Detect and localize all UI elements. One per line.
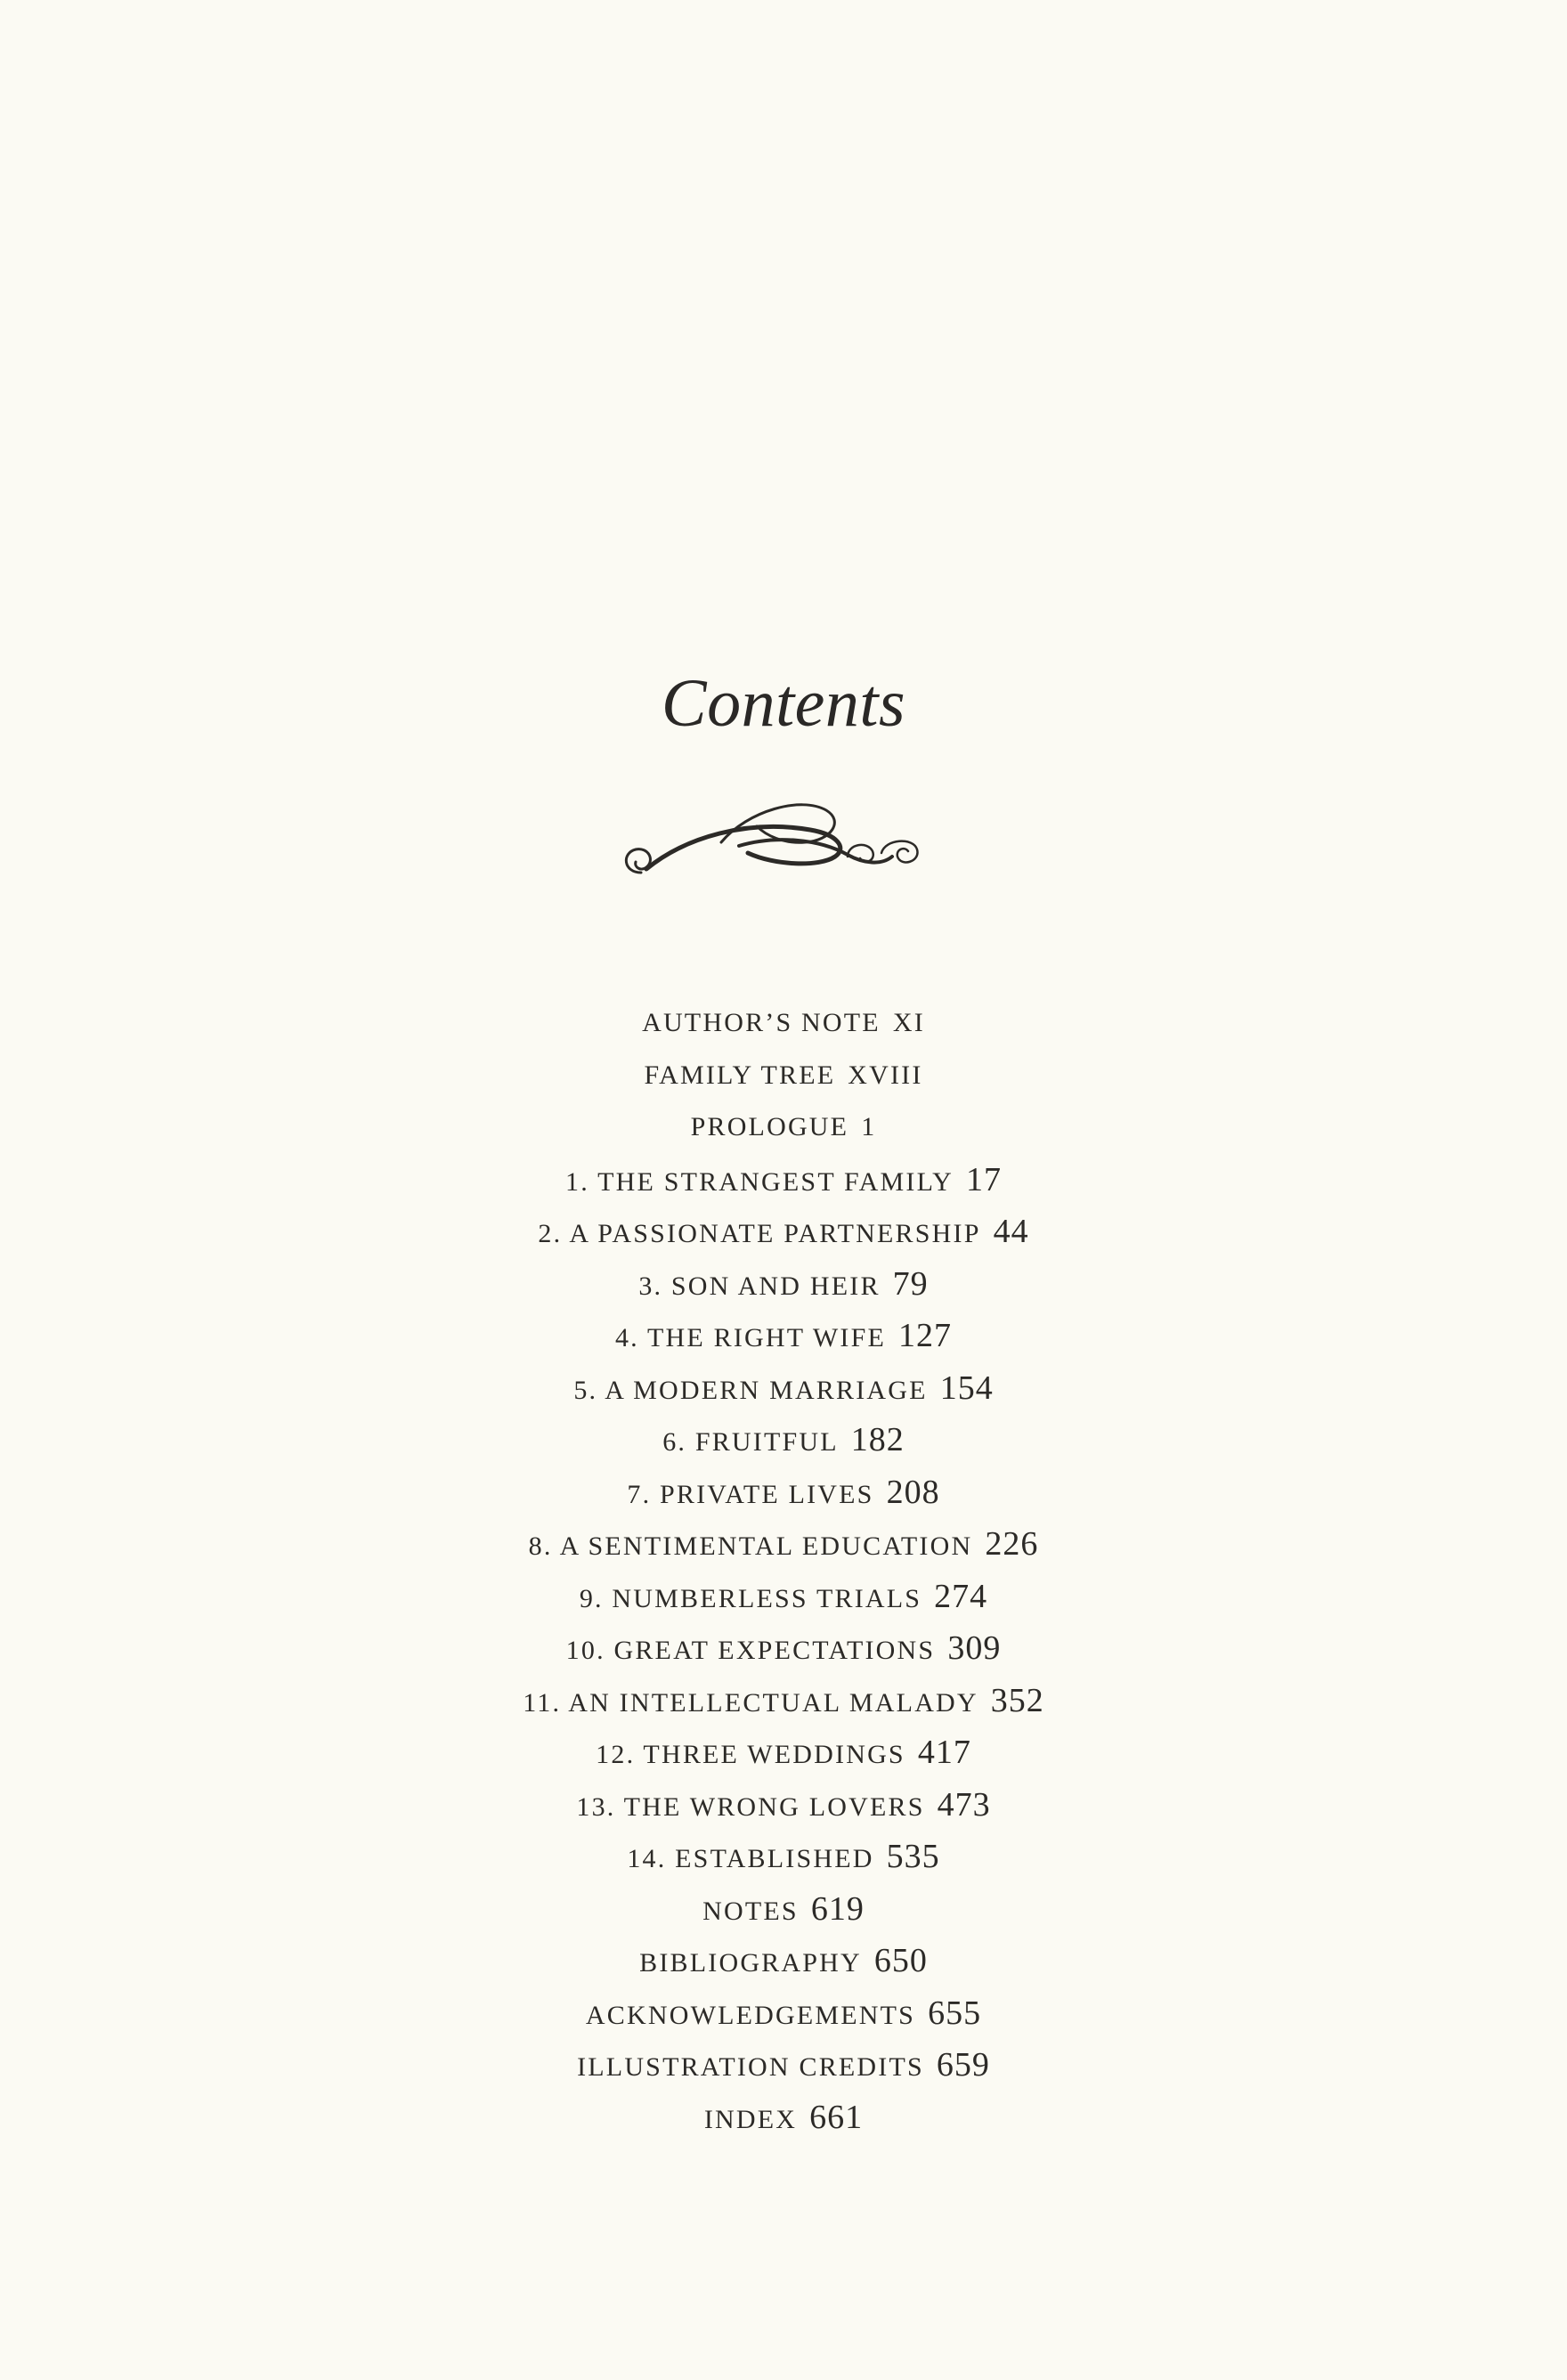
toc-entry-title: ILLUSTRATION CREDITS — [577, 2052, 924, 2082]
toc-entry-title: 14. ESTABLISHED — [627, 1844, 874, 1873]
toc-entry-acknowledgements — [0, 1987, 1567, 2040]
toc-entry-page: XI — [892, 1008, 925, 1037]
toc-entry-chapter-11 — [0, 1675, 1567, 1727]
toc-entry-title: 12. THREE WEDDINGS — [596, 1740, 905, 1769]
toc-entry-chapter-3 — [0, 1258, 1567, 1311]
toc-entry-family-tree — [0, 1050, 1567, 1102]
toc-entry-chapter-13 — [0, 1779, 1567, 1832]
toc-entry-title: 4. THE RIGHT WIFE — [614, 1323, 887, 1352]
toc-entry-page: 473 — [937, 1785, 991, 1824]
toc-entry-page: 659 — [936, 2046, 990, 2084]
toc-entry-chapter-8 — [0, 1518, 1567, 1571]
toc-entry-title: 8. A SENTIMENTAL EDUCATION — [528, 1531, 973, 1561]
toc-entry-chapter-4 — [0, 1310, 1567, 1362]
toc-entry-title: 2. A PASSIONATE PARTNERSHIP — [538, 1219, 981, 1248]
toc-entry-title: 13. THE WRONG LOVERS — [576, 1791, 925, 1822]
toc-entry-title: 1. THE STRANGEST FAMILY — [565, 1166, 954, 1197]
toc-entry-illustration-credits — [0, 2039, 1567, 2092]
toc-entry-page: 309 — [947, 1629, 1002, 1667]
toc-entry-title: 7. PRIVATE LIVES — [627, 1479, 874, 1509]
toc-entry-chapter-2 — [0, 1206, 1567, 1258]
toc-entry-chapter-1 — [0, 1154, 1567, 1206]
toc-entry-title: 9. NUMBERLESS TRIALS — [579, 1583, 922, 1613]
toc-entry-page: 1 — [861, 1112, 877, 1141]
toc-entry-page: 182 — [850, 1421, 905, 1458]
toc-entry-page: 154 — [939, 1369, 994, 1407]
toc-entry-page: 79 — [892, 1264, 929, 1303]
toc-entry-page: 208 — [886, 1473, 940, 1511]
toc-entry-page: 661 — [809, 2098, 864, 2136]
toc-entry-chapter-6 — [0, 1414, 1567, 1466]
toc-entry-index — [0, 2092, 1567, 2144]
toc-entry-title: NOTES — [702, 1896, 799, 1926]
toc-entry-page: 226 — [985, 1525, 1039, 1563]
toc-entry-title: 3. SON AND HEIR — [638, 1271, 881, 1301]
toc-entry-authors-note — [0, 997, 1567, 1050]
toc-entry-title: 5. A MODERN MARRIAGE — [573, 1375, 928, 1405]
toc-entry-page: 352 — [990, 1681, 1044, 1719]
toc-entry-title: ACKNOWLEDGEMENTS — [585, 2000, 916, 2030]
toc-entry-notes — [0, 1883, 1567, 1936]
toc-entry-page: 535 — [886, 1838, 940, 1875]
toc-entry-chapter-14 — [0, 1831, 1567, 1883]
toc-entry-page: 17 — [965, 1160, 1002, 1198]
toc-entry-prologue — [0, 1101, 1567, 1154]
toc-entry-title: 10. GREAT EXPECTATIONS — [565, 1636, 936, 1665]
toc-entry-title: BIBLIOGRAPHY — [639, 1948, 862, 1978]
toc-entry-title: FAMILY TREE — [644, 1060, 836, 1090]
toc-entry-chapter-10 — [0, 1622, 1567, 1675]
toc-entry-chapter-5 — [0, 1362, 1567, 1415]
toc-entry-chapter-9 — [0, 1571, 1567, 1623]
toc-entry-chapter-12 — [0, 1726, 1567, 1779]
toc-entry-page: 650 — [873, 1942, 928, 1979]
toc-entry-title: INDEX — [703, 2104, 798, 2134]
toc-entry-page: 417 — [917, 1734, 971, 1771]
toc-entry-page: 619 — [810, 1889, 865, 1928]
toc-entry-page: 127 — [898, 1317, 953, 1354]
toc-entry-title: 6. FRUITFUL — [662, 1427, 839, 1457]
table-of-contents — [0, 997, 1567, 2143]
toc-entry-page: 655 — [928, 1994, 982, 2032]
toc-entry-bibliography — [0, 1935, 1567, 1987]
toc-entry-page: XVIII — [848, 1060, 923, 1090]
flourish-ornament-icon — [614, 784, 944, 899]
toc-entry-chapter-7 — [0, 1466, 1567, 1519]
toc-entry-title: 11. AN INTELLECTUAL MALADY — [523, 1687, 978, 1718]
toc-entry-page: 44 — [993, 1213, 1029, 1250]
page-title: Contents — [661, 666, 906, 741]
toc-entry-title: PROLOGUE — [690, 1112, 849, 1141]
toc-entry-title: AUTHOR’S NOTE — [642, 1008, 881, 1037]
toc-entry-page: 274 — [934, 1577, 988, 1615]
